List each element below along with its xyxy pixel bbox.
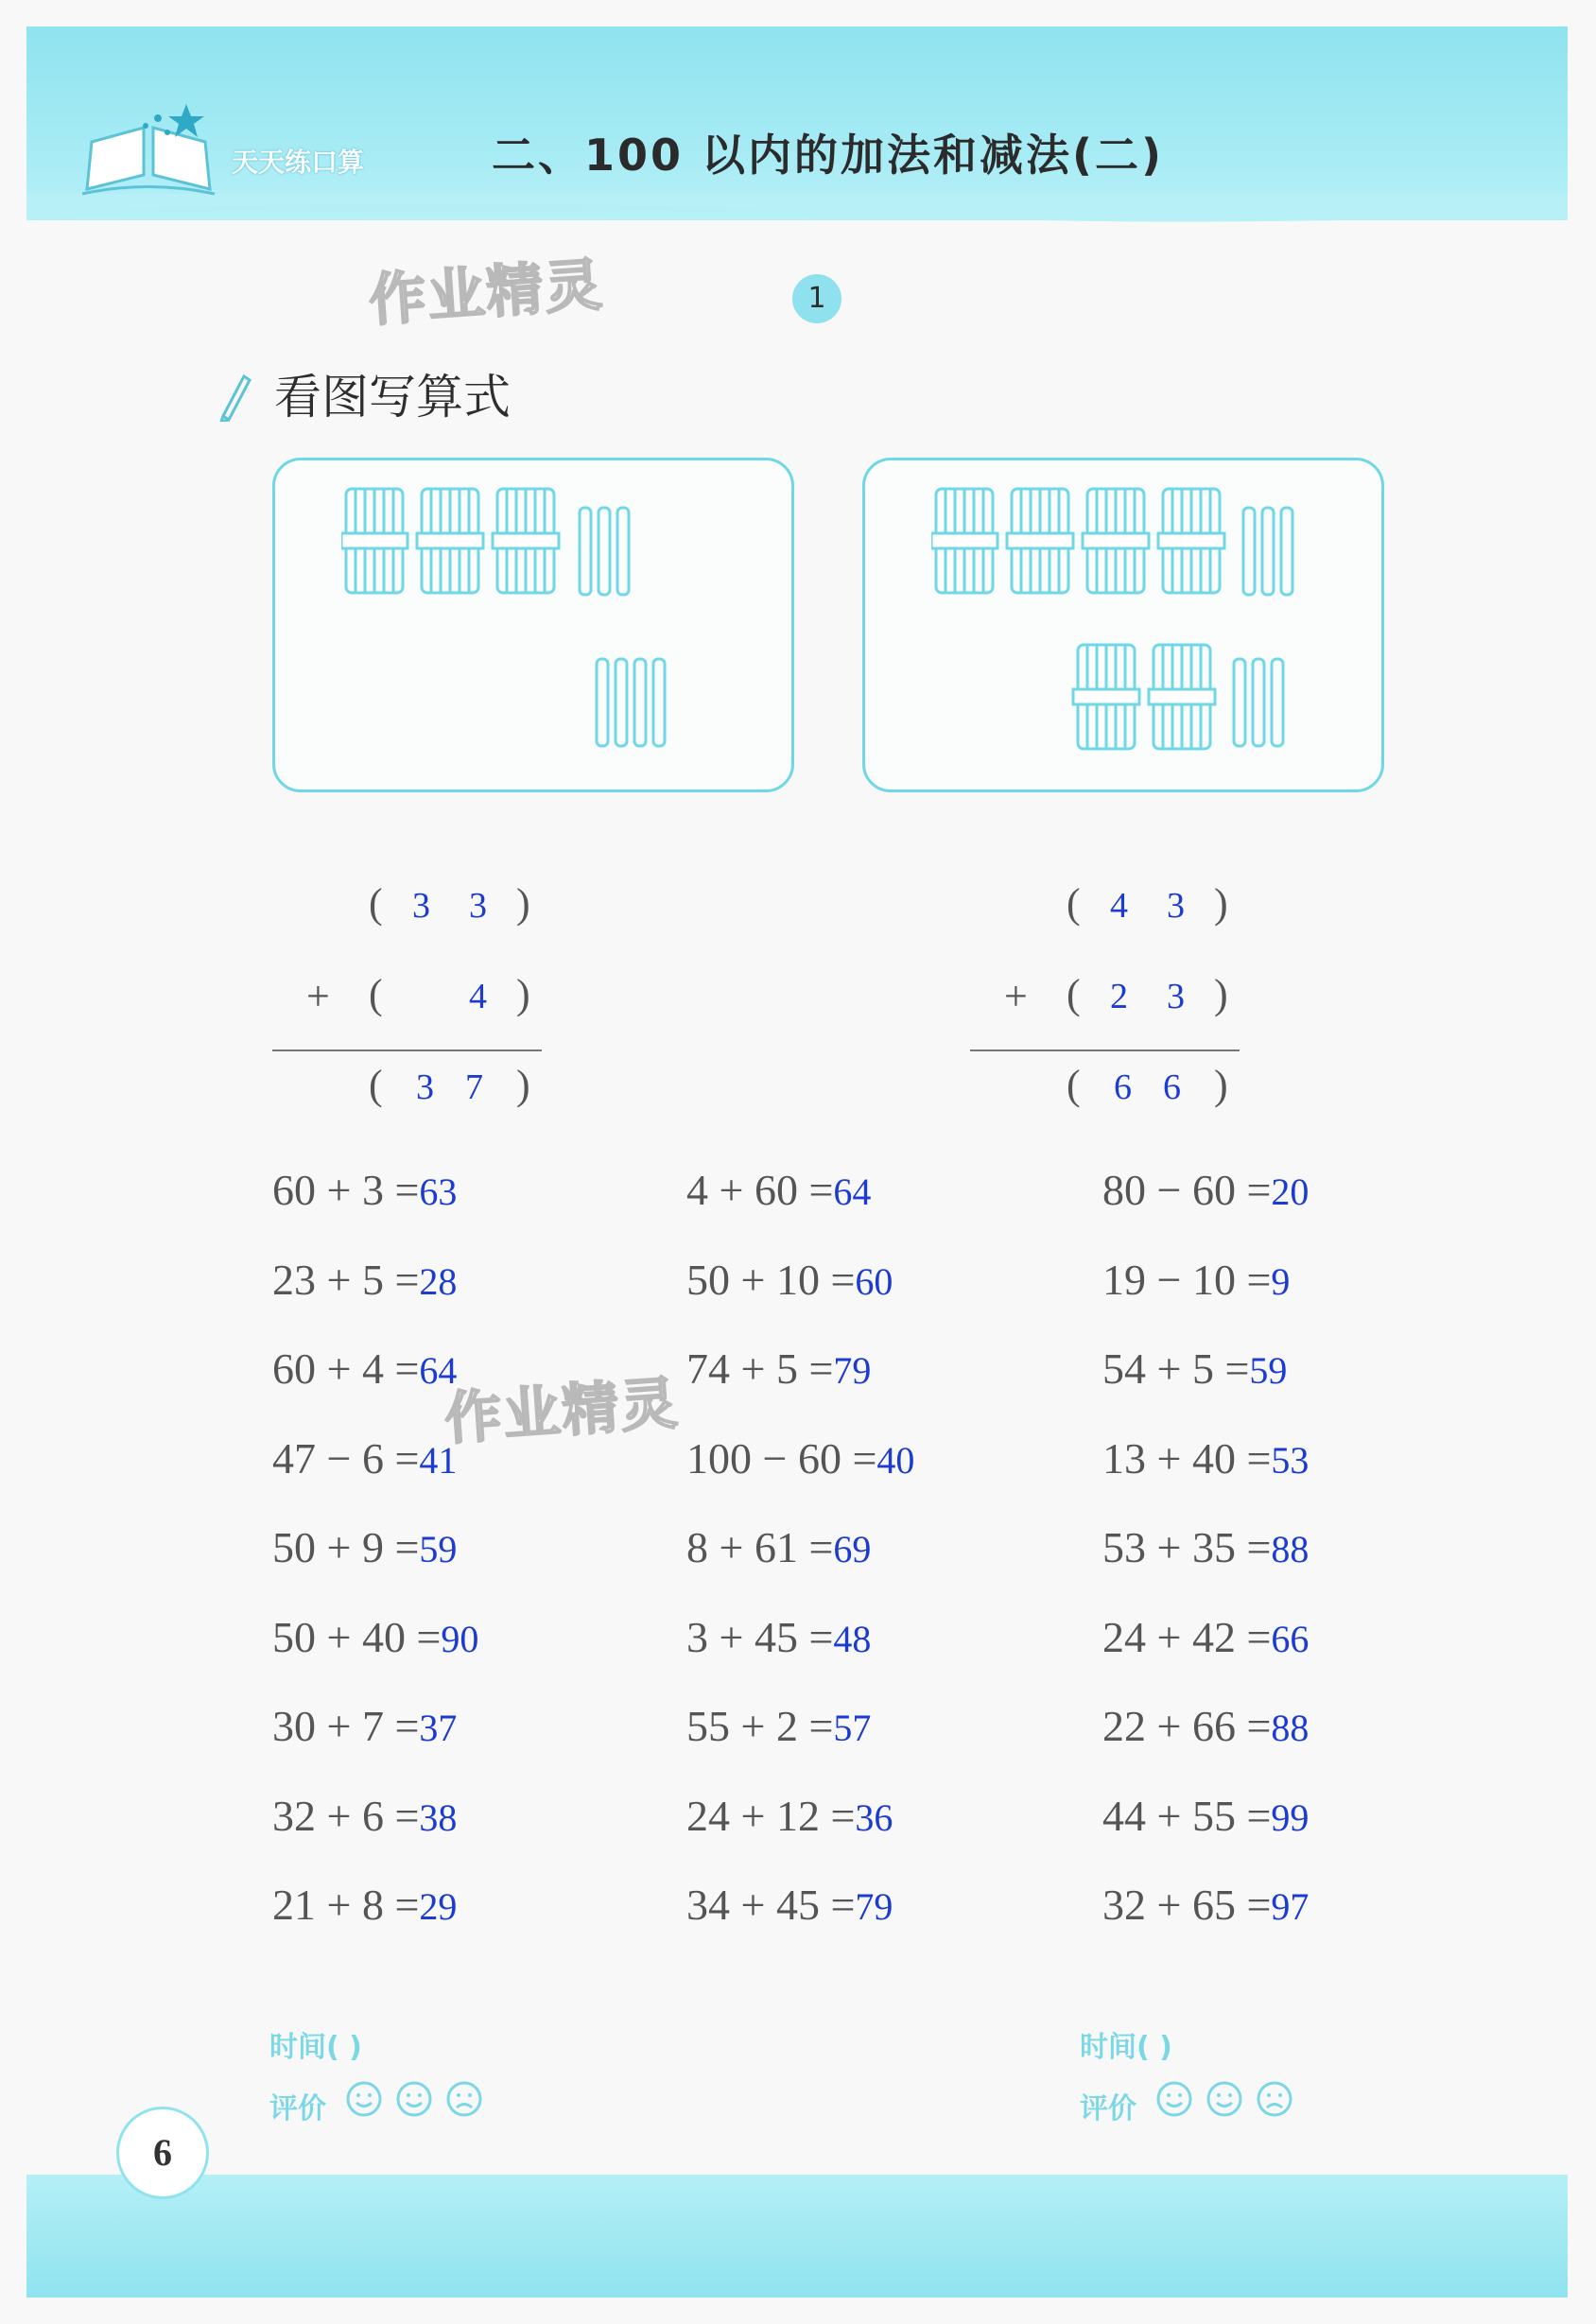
- equation: [1102, 1255, 1290, 1305]
- close-paren: ): [516, 1062, 530, 1108]
- answer-digit: 3: [1167, 977, 1185, 1016]
- smile-face-icon[interactable]: [1206, 2080, 1243, 2118]
- equation-answer: 69: [833, 1528, 872, 1570]
- open-paren: (: [369, 971, 383, 1017]
- equation-question: 60 + 3 =: [272, 1166, 420, 1214]
- smile-face-icon[interactable]: [345, 2080, 383, 2118]
- close-paren: ): [516, 971, 530, 1017]
- open-paren: (: [369, 880, 383, 927]
- section-title: 看图写算式: [274, 370, 511, 425]
- equation-answer: 48: [833, 1617, 872, 1660]
- equation-answer: 64: [833, 1171, 872, 1213]
- equation: [1102, 1791, 1309, 1841]
- equation-question: 30 + 7 =: [272, 1702, 420, 1750]
- equation-question: 74 + 5 =: [686, 1344, 834, 1393]
- equation-answer: 28: [419, 1259, 458, 1303]
- equation-question: 32 + 65 =: [1102, 1881, 1272, 1929]
- equation-answer: 57: [833, 1707, 872, 1749]
- equation-answer: 9: [1271, 1259, 1291, 1303]
- answer-digit: 3: [469, 886, 487, 926]
- answer-digit: 4: [1110, 886, 1128, 926]
- close-paren: ): [1214, 1062, 1228, 1108]
- equation-question: 24 + 12 =: [686, 1791, 856, 1840]
- equation-question: 54 + 5 =: [1102, 1344, 1250, 1393]
- equation-question: 8 + 61 =: [686, 1523, 834, 1571]
- close-paren: ): [516, 880, 530, 927]
- equation-question: 3 + 45 =: [686, 1612, 834, 1661]
- stick-bundles-icon: [341, 481, 701, 765]
- equation: [272, 1612, 478, 1662]
- equation-question: 53 + 35 =: [1102, 1523, 1272, 1571]
- equation: [686, 1612, 871, 1662]
- equation: [1102, 1701, 1309, 1751]
- section-number-badge: 1: [792, 274, 841, 323]
- equation: [686, 1344, 871, 1394]
- equation-answer: 20: [1271, 1171, 1310, 1213]
- open-paren: (: [1067, 1062, 1081, 1108]
- answer-digit: 3: [412, 886, 430, 926]
- equation-question: 32 + 6 =: [272, 1791, 420, 1840]
- equation-answer: 53: [1271, 1438, 1310, 1482]
- equation: [272, 1522, 457, 1572]
- equation-question: 24 + 42 =: [1102, 1612, 1272, 1661]
- equation: [272, 1433, 457, 1483]
- open-paren: (: [369, 1062, 383, 1108]
- sad-face-icon[interactable]: [445, 2080, 483, 2118]
- equation-answer: 88: [1271, 1707, 1310, 1749]
- sum-line: [970, 1049, 1240, 1051]
- equation: [272, 1255, 457, 1305]
- equation-answer: 36: [855, 1795, 893, 1839]
- watermark: 作业精灵: [367, 251, 606, 335]
- equation: [686, 1880, 893, 1930]
- equation-answer: 88: [1271, 1528, 1310, 1570]
- open-paren: (: [1067, 971, 1081, 1017]
- plus-sign: +: [306, 973, 330, 1019]
- sad-face-icon[interactable]: [1256, 2080, 1293, 2118]
- equation-answer: 90: [441, 1617, 479, 1660]
- smile-face-icon[interactable]: [1155, 2080, 1193, 2118]
- answer-digit: 3: [416, 1067, 434, 1107]
- watermark: 作业精灵: [442, 1370, 682, 1453]
- answer-digit: 6: [1114, 1067, 1132, 1107]
- equation-answer: 37: [419, 1707, 458, 1749]
- equation: [1102, 1880, 1309, 1930]
- equation-question: 100 − 60 =: [686, 1433, 877, 1483]
- equation: [686, 1701, 871, 1751]
- equation-question: 44 + 55 =: [1102, 1791, 1272, 1840]
- equation: [272, 1165, 457, 1215]
- equation: [686, 1165, 871, 1215]
- equation: [686, 1433, 914, 1483]
- equation: [1102, 1433, 1309, 1483]
- equation-question: 50 + 9 =: [272, 1523, 420, 1571]
- picture-box-2: [862, 458, 1384, 792]
- brand-name: 天天练口算: [232, 147, 365, 178]
- answer-digit: 3: [1167, 886, 1185, 926]
- open-book-icon: [78, 99, 219, 203]
- equation-answer: 40: [876, 1438, 915, 1482]
- equation-answer: 59: [1249, 1349, 1288, 1392]
- equation: [272, 1791, 457, 1841]
- plus-sign: +: [1004, 973, 1028, 1019]
- time-label: 时间( ): [1080, 2031, 1172, 2064]
- equation: [686, 1255, 893, 1305]
- equation-question: 50 + 40 =: [272, 1612, 442, 1661]
- equation: [272, 1344, 457, 1394]
- equation-answer: 66: [1271, 1617, 1310, 1660]
- answer-digit: 6: [1163, 1067, 1181, 1107]
- equation-question: 50 + 10 =: [686, 1255, 856, 1304]
- equation-answer: 29: [419, 1885, 458, 1928]
- equation-question: 4 + 60 =: [686, 1166, 834, 1214]
- equation-answer: 97: [1271, 1885, 1310, 1928]
- answer-digit: 2: [1110, 977, 1128, 1016]
- equation-answer: 41: [419, 1438, 458, 1482]
- equation-answer: 79: [855, 1885, 893, 1928]
- equation: [272, 1701, 457, 1751]
- equation: [1102, 1165, 1309, 1215]
- footer-band: [26, 2175, 1568, 2298]
- equation: [686, 1522, 871, 1572]
- page-number: 6: [116, 2107, 209, 2199]
- equation-question: 60 + 4 =: [272, 1344, 420, 1393]
- open-paren: (: [1067, 880, 1081, 927]
- time-label: 时间( ): [269, 2031, 362, 2064]
- vertical-problem-2: [970, 879, 1244, 1106]
- equation: [686, 1791, 893, 1841]
- equation-answer: 60: [855, 1259, 893, 1303]
- sum-line: [272, 1049, 542, 1051]
- equation-question: 21 + 8 =: [272, 1881, 420, 1929]
- answer-digit: 7: [465, 1067, 483, 1107]
- rating-label: 评价: [269, 2092, 326, 2125]
- smile-face-icon[interactable]: [395, 2080, 433, 2118]
- equation-question: 47 − 6 =: [272, 1433, 420, 1483]
- equation-question: 80 − 60 =: [1102, 1166, 1272, 1214]
- equation-answer: 99: [1271, 1795, 1310, 1839]
- equation: [1102, 1612, 1309, 1662]
- equation-answer: 64: [419, 1349, 458, 1392]
- answer-digit: 4: [469, 977, 487, 1016]
- equation-question: 19 − 10 =: [1102, 1255, 1272, 1304]
- equation: [1102, 1522, 1309, 1572]
- rating-label: 评价: [1080, 2092, 1136, 2125]
- page-title: 二、100 以内的加法和减法(二): [492, 130, 1165, 181]
- equation-answer: 38: [419, 1795, 458, 1839]
- equation-question: 34 + 45 =: [686, 1881, 856, 1929]
- equation-question: 22 + 66 =: [1102, 1702, 1272, 1750]
- equation-answer: 63: [419, 1171, 458, 1213]
- equation-question: 23 + 5 =: [272, 1255, 420, 1304]
- header-wave: [26, 194, 1568, 232]
- close-paren: ): [1214, 971, 1228, 1017]
- equation: [272, 1880, 457, 1930]
- picture-box-1: [272, 458, 794, 792]
- equation-answer: 59: [419, 1528, 458, 1570]
- equation-answer: 79: [833, 1349, 872, 1392]
- stick-bundles-icon: [931, 481, 1347, 765]
- close-paren: ): [1214, 880, 1228, 927]
- pencil-icon: [216, 369, 253, 422]
- vertical-problem-1: [272, 879, 546, 1106]
- equation: [1102, 1344, 1287, 1394]
- equation-question: 55 + 2 =: [686, 1702, 834, 1750]
- equation-question: 13 + 40 =: [1102, 1433, 1272, 1483]
